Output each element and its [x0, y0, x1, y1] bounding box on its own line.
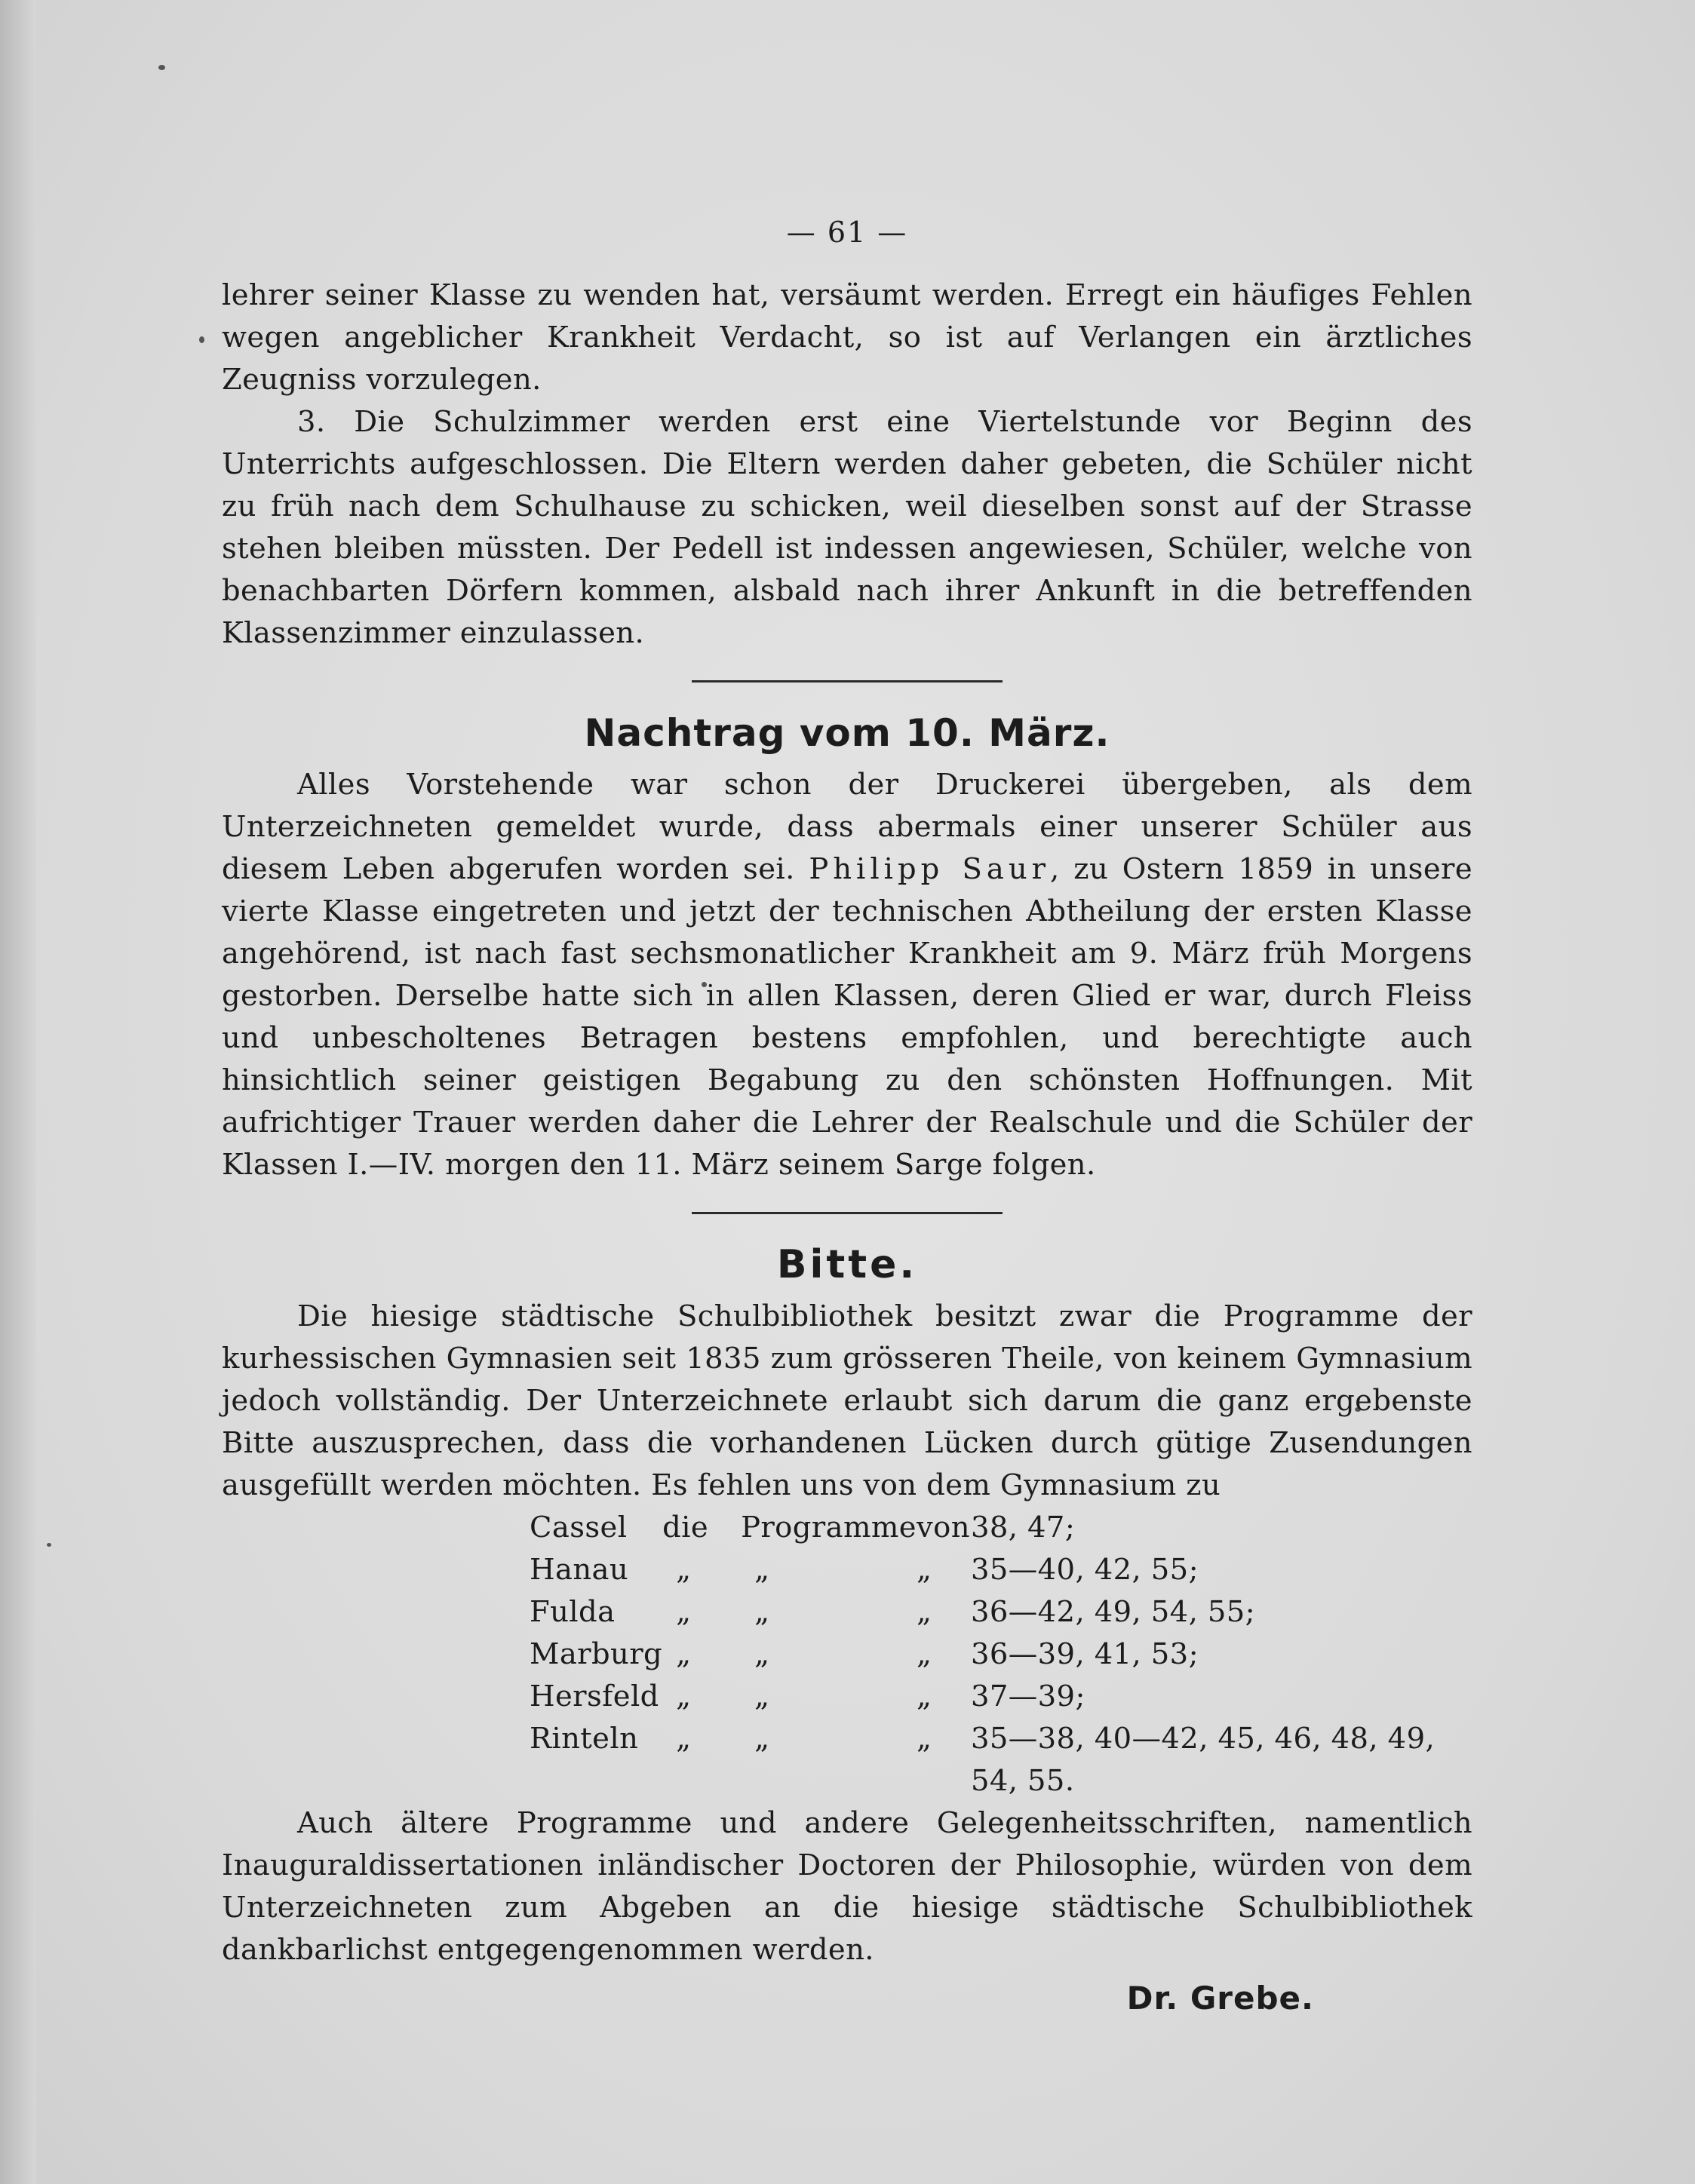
ditto-cell: „ — [916, 1722, 932, 1756]
city-cell: Hanau — [530, 1553, 629, 1587]
table-row — [530, 1591, 1472, 1633]
ditto-cell: „ — [916, 1679, 932, 1713]
city-cell: Rinteln — [530, 1722, 639, 1756]
closing-paragraph: Auch ältere Programme und andere Gelegenheitsschriften, namentlich Inauguraldissertationen inländischer Doctoren der Philosophie, würden von dem Unterzeichneten zum Abgeben an die hiesige städtische Schulbibliothek dankbarlichst entgegengenommen werden. — [222, 1806, 1472, 1967]
years-cell: 35—40, 42, 55; — [970, 1553, 1199, 1587]
von-cell: von — [916, 1511, 970, 1544]
nachtrag-text-after: , zu Ostern 1859 in unsere vierte Klasse eingetreten und jetzt der technischen Abtheilung der ersten Klasse angehörend, ist nach fast sechsmonatlicher Krankheit am 9. März früh Morgens gestorben. Derselbe hatte sich in allen Klassen, deren Glied er war, durch Fleiss und unbescholtenes Betragen bestens empfohlen, und berechtigte auch hinsichtlich seiner geistigen Begabung zu den schönsten Hoffnungen. Mit aufrichtiger Trauer werden daher die Lehrer der Realschule und die Schüler der Klassen I.—IV. morgen den 11. März seinem Sarge folgen. — [222, 852, 1472, 1182]
ditto-cell: „ — [754, 1595, 770, 1629]
years-cell: 35—38, 40—42, 45, 46, 48, 49, 54, 55. — [970, 1722, 1436, 1798]
article-cell: die — [662, 1511, 709, 1544]
years-cell: 36—39, 41, 53; — [970, 1637, 1199, 1671]
years-cell: 36—42, 49, 54, 55; — [970, 1595, 1256, 1629]
ditto-cell: „ — [916, 1637, 932, 1671]
page-number: — 61 — — [786, 216, 908, 249]
table-row — [530, 1549, 1472, 1591]
ditto-cell: „ — [916, 1595, 932, 1629]
years-cell: 37—39; — [970, 1679, 1085, 1713]
ditto-cell: „ — [676, 1553, 692, 1587]
signature: Dr. Grebe. — [1126, 1980, 1314, 2017]
nachtrag-text-before: Alles Vorstehende war schon der Druckerei übergeben, als dem Unterzeichneten gemeldet wurde, dass abermals einer unserer Schüler aus diesem Leben abgerufen worden sei. — [222, 768, 1472, 886]
programme-cell: Programme — [741, 1511, 917, 1544]
city-cell: Marburg — [530, 1637, 663, 1671]
paper-speck — [158, 65, 165, 70]
ditto-cell: „ — [916, 1553, 932, 1587]
section-divider — [692, 680, 1003, 682]
paper-speck — [47, 1543, 51, 1547]
bitte-paragraph: Die hiesige städtische Schulbibliothek besitzt zwar die Programme der kurhessischen Gymnasien seit 1835 zum grösseren Theile, von keinem Gymnasium jedoch vollständig. Der Unterzeichnete erlaubt sich darum die ganz ergebenste Bitte auszusprechen, dass die vorhandenen Lücken durch gütige Zusendungen ausgefüllt werden möchten. Es fehlen uns von dem Gymnasium zu — [222, 1299, 1472, 1502]
table-row — [530, 1676, 1472, 1718]
table-row — [530, 1633, 1472, 1676]
page-binding-edge — [0, 0, 36, 2184]
nachtrag-heading: Nachtrag vom 10. März. — [584, 711, 1110, 755]
nachtrag-paragraph — [222, 764, 1472, 1186]
ditto-cell: „ — [754, 1553, 770, 1587]
intro-paragraph: lehrer seiner Klasse zu wenden hat, versäumt werden. Erregt ein häufiges Fehlen wegen angeblicher Krankheit Verdacht, so ist auf Verlangen ein ärztliches Zeugniss vorzulegen. — [222, 278, 1472, 397]
ditto-cell: „ — [754, 1679, 770, 1713]
ditto-cell: „ — [754, 1722, 770, 1756]
city-cell: Hersfeld — [530, 1679, 659, 1713]
ditto-cell: „ — [676, 1595, 692, 1629]
table-row — [530, 1507, 1472, 1549]
section-divider — [692, 1212, 1003, 1214]
ditto-cell: „ — [754, 1637, 770, 1671]
table-row — [530, 1718, 1472, 1802]
missing-programs-table — [530, 1507, 1472, 1802]
rule-3-paragraph: 3. Die Schulzimmer werden erst eine Viertelstunde vor Beginn des Unterrichts aufgeschlossen. Die Eltern werden daher gebeten, die Schüler nicht zu früh nach dem Schulhause zu schicken, weil dieselben sonst auf der Strasse stehen bleiben müssten. Der Pedell ist indessen angewiesen, Schüler, welche von benachbarten Dörfern kommen, alsbald nach ihrer Ankunft in die betreffenden Klassenzimmer einzulassen. — [222, 405, 1472, 650]
years-cell: 38, 47; — [970, 1511, 1076, 1544]
city-cell: Cassel — [530, 1511, 628, 1544]
paper-speck — [199, 336, 204, 343]
bitte-heading: Bitte. — [776, 1242, 918, 1287]
ditto-cell: „ — [676, 1637, 692, 1671]
ditto-cell: „ — [676, 1722, 692, 1756]
city-cell: Fulda — [530, 1595, 616, 1629]
deceased-student-name: Philipp Saur — [809, 852, 1051, 886]
ditto-cell: „ — [676, 1679, 692, 1713]
page-content — [222, 211, 1472, 2023]
